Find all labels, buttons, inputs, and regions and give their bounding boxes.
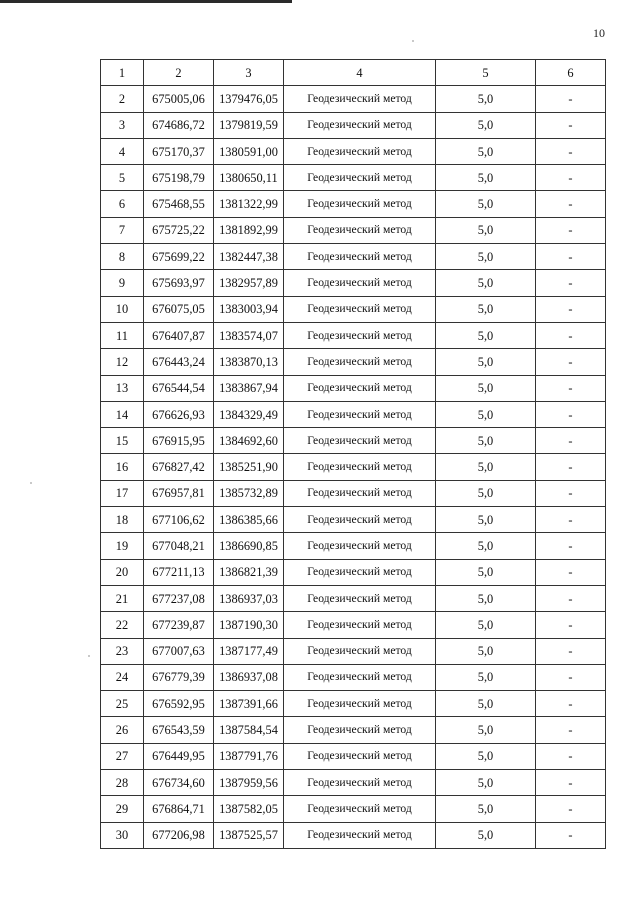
- accuracy-cell: 5,0: [436, 743, 536, 769]
- accuracy-cell: 5,0: [436, 507, 536, 533]
- method-cell: Геодезический метод: [284, 322, 436, 348]
- description-cell: -: [536, 770, 606, 796]
- scan-speck: [30, 482, 32, 484]
- accuracy-cell: 5,0: [436, 428, 536, 454]
- y-coordinate-cell: 1380591,00: [214, 138, 284, 164]
- table-row: [101, 428, 606, 454]
- description-cell: -: [536, 112, 606, 138]
- x-coordinate-cell: 677048,21: [144, 533, 214, 559]
- y-coordinate-cell: 1386937,08: [214, 664, 284, 690]
- point-number-cell: 21: [101, 585, 144, 611]
- description-cell: -: [536, 664, 606, 690]
- method-cell: Геодезический метод: [284, 770, 436, 796]
- x-coordinate-cell: 676915,95: [144, 428, 214, 454]
- table-body: [101, 60, 606, 849]
- point-number-cell: 2: [101, 86, 144, 112]
- point-number-cell: 10: [101, 296, 144, 322]
- accuracy-cell: 5,0: [436, 349, 536, 375]
- table-row: [101, 664, 606, 690]
- accuracy-cell: 5,0: [436, 533, 536, 559]
- description-cell: -: [536, 585, 606, 611]
- method-cell: Геодезический метод: [284, 507, 436, 533]
- x-coordinate-cell: 677007,63: [144, 638, 214, 664]
- point-number-cell: 18: [101, 507, 144, 533]
- point-number-cell: 5: [101, 165, 144, 191]
- accuracy-cell: 5,0: [436, 822, 536, 848]
- point-number-cell: 4: [101, 138, 144, 164]
- x-coordinate-cell: 674686,72: [144, 112, 214, 138]
- method-cell: Геодезический метод: [284, 743, 436, 769]
- description-cell: -: [536, 507, 606, 533]
- table-row: [101, 507, 606, 533]
- description-cell: -: [536, 638, 606, 664]
- point-number-cell: 8: [101, 244, 144, 270]
- point-number-cell: 28: [101, 770, 144, 796]
- description-cell: -: [536, 691, 606, 717]
- description-cell: -: [536, 533, 606, 559]
- method-cell: Геодезический метод: [284, 244, 436, 270]
- method-cell: Геодезический метод: [284, 480, 436, 506]
- x-coordinate-cell: 677239,87: [144, 612, 214, 638]
- x-coordinate-cell: 677206,98: [144, 822, 214, 848]
- point-number-cell: 30: [101, 822, 144, 848]
- y-coordinate-cell: 1387582,05: [214, 796, 284, 822]
- y-coordinate-cell: 1383867,94: [214, 375, 284, 401]
- accuracy-cell: 5,0: [436, 717, 536, 743]
- accuracy-cell: 5,0: [436, 217, 536, 243]
- x-coordinate-cell: 675699,22: [144, 244, 214, 270]
- x-coordinate-cell: 676592,95: [144, 691, 214, 717]
- x-coordinate-cell: 676075,05: [144, 296, 214, 322]
- point-number-cell: 25: [101, 691, 144, 717]
- point-number-cell: 12: [101, 349, 144, 375]
- y-coordinate-cell: 1382957,89: [214, 270, 284, 296]
- point-number-cell: 16: [101, 454, 144, 480]
- method-cell: Геодезический метод: [284, 454, 436, 480]
- description-cell: -: [536, 796, 606, 822]
- point-number-cell: 29: [101, 796, 144, 822]
- accuracy-cell: 5,0: [436, 270, 536, 296]
- y-coordinate-cell: 1387391,66: [214, 691, 284, 717]
- x-coordinate-cell: 676544,54: [144, 375, 214, 401]
- header-cell-description: 6: [536, 60, 606, 86]
- x-coordinate-cell: 675170,37: [144, 138, 214, 164]
- method-cell: Геодезический метод: [284, 138, 436, 164]
- table-row: [101, 533, 606, 559]
- point-number-cell: 9: [101, 270, 144, 296]
- method-cell: Геодезический метод: [284, 217, 436, 243]
- accuracy-cell: 5,0: [436, 191, 536, 217]
- method-cell: Геодезический метод: [284, 796, 436, 822]
- accuracy-cell: 5,0: [436, 322, 536, 348]
- y-coordinate-cell: 1381892,99: [214, 217, 284, 243]
- method-cell: Геодезический метод: [284, 86, 436, 112]
- point-number-cell: 11: [101, 322, 144, 348]
- y-coordinate-cell: 1383574,07: [214, 322, 284, 348]
- y-coordinate-cell: 1379819,59: [214, 112, 284, 138]
- table-row: [101, 270, 606, 296]
- description-cell: -: [536, 822, 606, 848]
- method-cell: Геодезический метод: [284, 691, 436, 717]
- description-cell: -: [536, 480, 606, 506]
- description-cell: -: [536, 349, 606, 375]
- table-row: [101, 796, 606, 822]
- header-cell-method: 4: [284, 60, 436, 86]
- method-cell: Геодезический метод: [284, 585, 436, 611]
- method-cell: Геодезический метод: [284, 533, 436, 559]
- accuracy-cell: 5,0: [436, 401, 536, 427]
- accuracy-cell: 5,0: [436, 585, 536, 611]
- point-number-cell: 19: [101, 533, 144, 559]
- point-number-cell: 3: [101, 112, 144, 138]
- accuracy-cell: 5,0: [436, 796, 536, 822]
- point-number-cell: 7: [101, 217, 144, 243]
- description-cell: -: [536, 244, 606, 270]
- scan-speck: [88, 655, 90, 657]
- accuracy-cell: 5,0: [436, 375, 536, 401]
- y-coordinate-cell: 1387177,49: [214, 638, 284, 664]
- point-number-cell: 14: [101, 401, 144, 427]
- point-number-cell: 24: [101, 664, 144, 690]
- table-row: [101, 612, 606, 638]
- description-cell: -: [536, 270, 606, 296]
- point-number-cell: 20: [101, 559, 144, 585]
- table-row: [101, 691, 606, 717]
- accuracy-cell: 5,0: [436, 691, 536, 717]
- y-coordinate-cell: 1386821,39: [214, 559, 284, 585]
- accuracy-cell: 5,0: [436, 86, 536, 112]
- scan-edge-line: [0, 0, 292, 3]
- table-row: [101, 375, 606, 401]
- table-row: [101, 244, 606, 270]
- table-row: [101, 401, 606, 427]
- y-coordinate-cell: 1380650,11: [214, 165, 284, 191]
- x-coordinate-cell: 676443,24: [144, 349, 214, 375]
- method-cell: Геодезический метод: [284, 612, 436, 638]
- description-cell: -: [536, 559, 606, 585]
- y-coordinate-cell: 1385732,89: [214, 480, 284, 506]
- y-coordinate-cell: 1383870,13: [214, 349, 284, 375]
- method-cell: Геодезический метод: [284, 112, 436, 138]
- x-coordinate-cell: 677237,08: [144, 585, 214, 611]
- point-number-cell: 26: [101, 717, 144, 743]
- method-cell: Геодезический метод: [284, 270, 436, 296]
- accuracy-cell: 5,0: [436, 244, 536, 270]
- description-cell: -: [536, 322, 606, 348]
- table-row: [101, 454, 606, 480]
- x-coordinate-cell: 675725,22: [144, 217, 214, 243]
- header-cell-accuracy: 5: [436, 60, 536, 86]
- x-coordinate-cell: 676827,42: [144, 454, 214, 480]
- page-number: 10: [593, 26, 605, 40]
- x-coordinate-cell: 675693,97: [144, 270, 214, 296]
- table-row: [101, 743, 606, 769]
- coordinates-table: [100, 59, 606, 849]
- y-coordinate-cell: 1379476,05: [214, 86, 284, 112]
- table-row: [101, 112, 606, 138]
- x-coordinate-cell: 676734,60: [144, 770, 214, 796]
- point-number-cell: 23: [101, 638, 144, 664]
- y-coordinate-cell: 1384329,49: [214, 401, 284, 427]
- method-cell: Геодезический метод: [284, 165, 436, 191]
- y-coordinate-cell: 1387190,30: [214, 612, 284, 638]
- point-number-cell: 22: [101, 612, 144, 638]
- method-cell: Геодезический метод: [284, 428, 436, 454]
- description-cell: -: [536, 717, 606, 743]
- method-cell: Геодезический метод: [284, 717, 436, 743]
- accuracy-cell: 5,0: [436, 296, 536, 322]
- x-coordinate-cell: 676864,71: [144, 796, 214, 822]
- table-row: [101, 138, 606, 164]
- description-cell: -: [536, 375, 606, 401]
- accuracy-cell: 5,0: [436, 138, 536, 164]
- y-coordinate-cell: 1386937,03: [214, 585, 284, 611]
- method-cell: Геодезический метод: [284, 664, 436, 690]
- x-coordinate-cell: 675468,55: [144, 191, 214, 217]
- y-coordinate-cell: 1383003,94: [214, 296, 284, 322]
- header-cell-point-number: 1: [101, 60, 144, 86]
- table-row: [101, 296, 606, 322]
- point-number-cell: 17: [101, 480, 144, 506]
- point-number-cell: 13: [101, 375, 144, 401]
- table-row: [101, 217, 606, 243]
- table-row: [101, 638, 606, 664]
- table-row: [101, 585, 606, 611]
- x-coordinate-cell: 676449,95: [144, 743, 214, 769]
- y-coordinate-cell: 1386385,66: [214, 507, 284, 533]
- description-cell: -: [536, 217, 606, 243]
- x-coordinate-cell: 676779,39: [144, 664, 214, 690]
- x-coordinate-cell: 676407,87: [144, 322, 214, 348]
- y-coordinate-cell: 1385251,90: [214, 454, 284, 480]
- accuracy-cell: 5,0: [436, 454, 536, 480]
- x-coordinate-cell: 676626,93: [144, 401, 214, 427]
- description-cell: -: [536, 296, 606, 322]
- accuracy-cell: 5,0: [436, 638, 536, 664]
- table-row: [101, 322, 606, 348]
- table-row: [101, 559, 606, 585]
- accuracy-cell: 5,0: [436, 165, 536, 191]
- method-cell: Геодезический метод: [284, 638, 436, 664]
- y-coordinate-cell: 1382447,38: [214, 244, 284, 270]
- x-coordinate-cell: 676543,59: [144, 717, 214, 743]
- point-number-cell: 27: [101, 743, 144, 769]
- method-cell: Геодезический метод: [284, 375, 436, 401]
- accuracy-cell: 5,0: [436, 559, 536, 585]
- scan-speck: [412, 40, 414, 42]
- x-coordinate-cell: 675005,06: [144, 86, 214, 112]
- x-coordinate-cell: 677106,62: [144, 507, 214, 533]
- header-cell-y: 3: [214, 60, 284, 86]
- x-coordinate-cell: 676957,81: [144, 480, 214, 506]
- method-cell: Геодезический метод: [284, 822, 436, 848]
- y-coordinate-cell: 1387791,76: [214, 743, 284, 769]
- table-row: [101, 770, 606, 796]
- description-cell: -: [536, 191, 606, 217]
- description-cell: -: [536, 165, 606, 191]
- description-cell: -: [536, 743, 606, 769]
- table-row: [101, 349, 606, 375]
- table-row: [101, 165, 606, 191]
- table-row: [101, 717, 606, 743]
- accuracy-cell: 5,0: [436, 612, 536, 638]
- header-cell-x: 2: [144, 60, 214, 86]
- method-cell: Геодезический метод: [284, 401, 436, 427]
- method-cell: Геодезический метод: [284, 349, 436, 375]
- x-coordinate-cell: 677211,13: [144, 559, 214, 585]
- y-coordinate-cell: 1387584,54: [214, 717, 284, 743]
- description-cell: -: [536, 401, 606, 427]
- table-row: [101, 822, 606, 848]
- point-number-cell: 15: [101, 428, 144, 454]
- table-header-row: [101, 60, 606, 86]
- description-cell: -: [536, 612, 606, 638]
- y-coordinate-cell: 1384692,60: [214, 428, 284, 454]
- y-coordinate-cell: 1387525,57: [214, 822, 284, 848]
- accuracy-cell: 5,0: [436, 770, 536, 796]
- table-row: [101, 86, 606, 112]
- accuracy-cell: 5,0: [436, 664, 536, 690]
- accuracy-cell: 5,0: [436, 480, 536, 506]
- x-coordinate-cell: 675198,79: [144, 165, 214, 191]
- method-cell: Геодезический метод: [284, 191, 436, 217]
- description-cell: -: [536, 86, 606, 112]
- table-row: [101, 191, 606, 217]
- y-coordinate-cell: 1381322,99: [214, 191, 284, 217]
- description-cell: -: [536, 454, 606, 480]
- method-cell: Геодезический метод: [284, 559, 436, 585]
- y-coordinate-cell: 1387959,56: [214, 770, 284, 796]
- method-cell: Геодезический метод: [284, 296, 436, 322]
- description-cell: -: [536, 138, 606, 164]
- point-number-cell: 6: [101, 191, 144, 217]
- accuracy-cell: 5,0: [436, 112, 536, 138]
- table-row: [101, 480, 606, 506]
- y-coordinate-cell: 1386690,85: [214, 533, 284, 559]
- description-cell: -: [536, 428, 606, 454]
